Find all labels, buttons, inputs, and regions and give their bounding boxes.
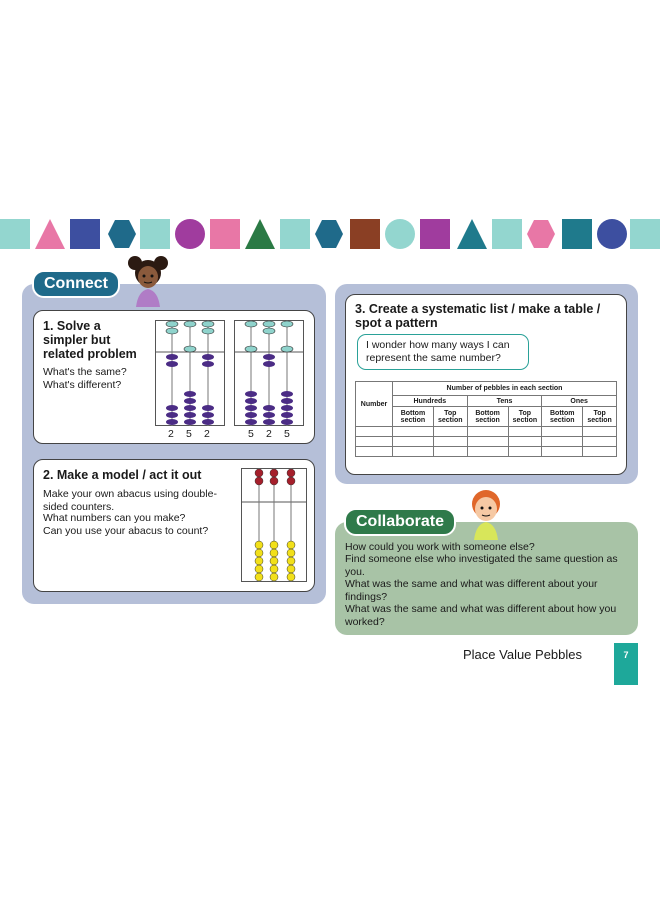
group-header: Number of pebbles in each section [393,382,617,396]
subheader: Bottom section [393,407,434,427]
problem-2-line-1: Make your own abacus using double-sided counters. [43,488,217,513]
tens-header: Tens [467,396,542,407]
boy-character-icon [466,488,506,540]
subheader: Bottom section [542,407,583,427]
subheader: Top section [508,407,542,427]
decorative-shape-strip [0,216,660,252]
abacus1-digit-ones: 2 [204,428,210,440]
problem-2-line-2: What numbers can you make? [43,512,186,524]
abacus1-digit-tens: 5 [186,428,192,440]
abacus-525-icon [234,320,304,426]
abacus2-digit-hundreds: 5 [248,428,254,440]
thought-bubble: I wonder how many ways I can represent the same number? [357,334,529,370]
number-header: Number [356,382,393,427]
page-number: 7 [614,643,638,685]
connect-label: Connect [32,270,120,298]
collaborate-line-2: Find someone else who investigated the same question as you. [345,553,618,578]
abacus2-digit-tens: 2 [266,428,272,440]
ones-header: Ones [542,396,617,407]
table-row [356,447,617,457]
problem-3-title: 3. Create a systematic list / make a table / spot a pattern [355,302,601,330]
red-yellow-abacus-icon [241,468,307,582]
question-same: What's the same? [43,366,127,378]
table-row [356,427,617,437]
problem-2-line-3: Can you use your abacus to count? [43,525,209,537]
girl-character-icon [126,253,170,307]
table-row [356,437,617,447]
abacus-252-icon [155,320,225,426]
subheader: Bottom section [467,407,508,427]
problem-2-title: 2. Make a model / act it out [43,468,202,482]
hundreds-header: Hundreds [393,396,468,407]
abacus1-digit-hundreds: 2 [168,428,174,440]
collaborate-line-4: What was the same and what was different about how you worked? [345,603,617,628]
subheader: Top section [583,407,617,427]
question-different: What's different? [43,379,122,391]
abacus2-digit-ones: 5 [284,428,290,440]
problem-1-title: 1. Solve a simpler but related problem [43,319,137,361]
pebbles-table [355,381,617,457]
book-title: Place Value Pebbles [463,647,583,662]
collaborate-line-1: How could you work with someone else? [345,541,535,553]
collaborate-line-3: What was the same and what was different about your findings? [345,578,598,603]
subheader: Top section [433,407,467,427]
collaborate-label: Collaborate [344,508,456,536]
